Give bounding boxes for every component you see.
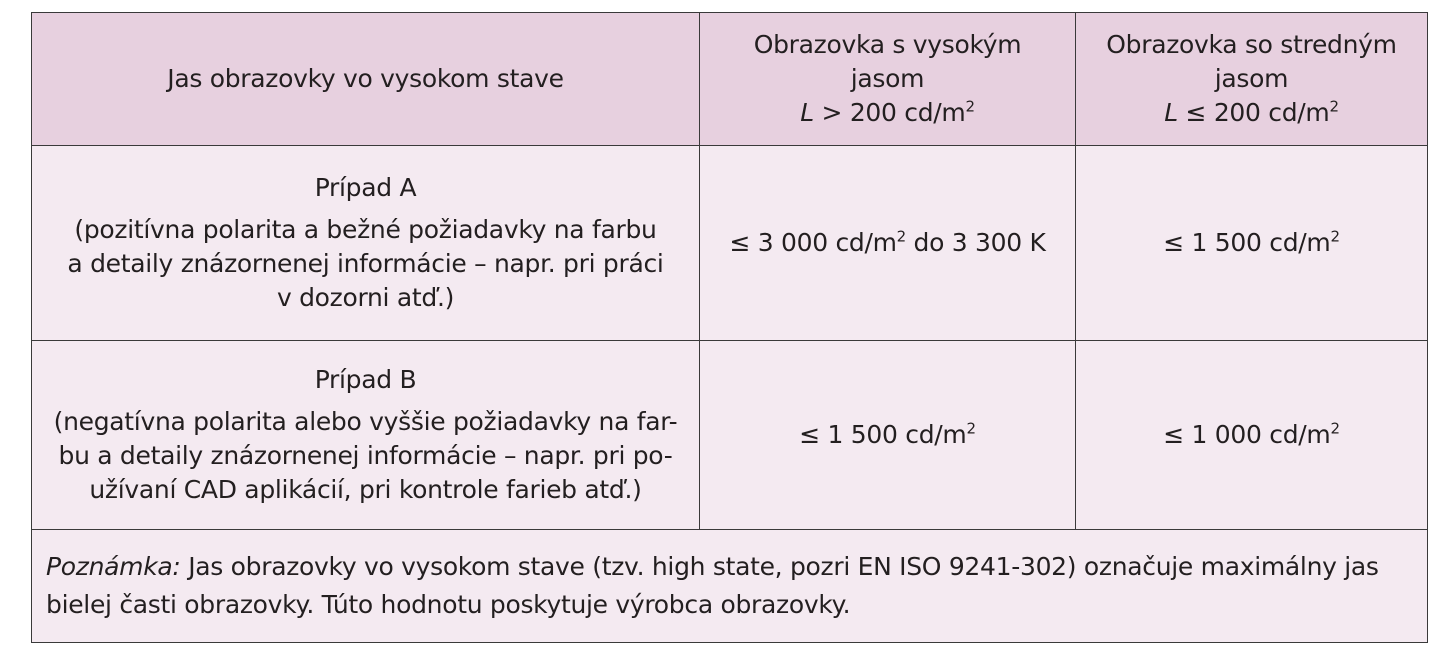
header-high-line1: Obrazovka s vysokým (753, 30, 1022, 59)
case-b-description (32, 341, 700, 530)
case-b-mid-exp: 2 (1330, 419, 1340, 438)
table-row-case-b (32, 341, 1428, 530)
header-high-luminance (700, 13, 1076, 146)
header-high-exponent: 2 (965, 97, 975, 116)
case-b-high-value (700, 341, 1076, 530)
case-a-description (32, 146, 700, 341)
header-high-condition: > 200 cd/m (813, 98, 966, 127)
case-b-mid-pre: ≤ 1 000 cd/m (1163, 420, 1331, 449)
case-a-mid-exp: 2 (1330, 227, 1340, 246)
note-cell (32, 530, 1428, 643)
case-a-desc-line3: v dozorni atď.) (276, 283, 455, 312)
header-mid-L: L (1164, 98, 1178, 127)
table-header-row (32, 13, 1428, 146)
case-a-title: Prípad A (314, 173, 417, 202)
case-b-high-pre: ≤ 1 500 cd/m (799, 420, 967, 449)
header-high-L: L (800, 98, 814, 127)
case-a-high-pre: ≤ 3 000 cd/m (729, 228, 897, 257)
case-b-desc-line1: (negatívna polarita alebo vyššie požiadavky na far- (53, 407, 678, 436)
case-b-high-exp: 2 (966, 419, 976, 438)
header-high-line2: jasom (850, 64, 925, 93)
case-b-desc-line2: bu a detaily znázornenej informácie – napr. pri po- (58, 441, 673, 470)
case-b-desc-line3: užívaní CAD aplikácií, pri kontrole farieb atď.) (89, 475, 642, 504)
header-mid-condition: ≤ 200 cd/m (1177, 98, 1330, 127)
header-mid-exponent: 2 (1329, 97, 1339, 116)
table-note-row (32, 530, 1428, 643)
case-a-high-exp: 2 (896, 227, 906, 246)
header-mid-line2: jasom (1214, 64, 1289, 93)
case-a-high-value (700, 146, 1076, 341)
note-text: Jas obrazovky vo vysokom stave (tzv. high state, pozri EN ISO 9241-302) označuje maximálny jas bielej časti obrazovky. Túto hodnotu poskytuje výrobca obrazovky. (46, 552, 1379, 619)
header-medium-luminance (1076, 13, 1428, 146)
header-screen-luminance-text: Jas obrazovky vo vysokom stave (167, 64, 564, 93)
case-a-high-post: do 3 300 K (905, 228, 1046, 257)
header-screen-luminance (32, 13, 700, 146)
luminance-table (31, 12, 1428, 643)
table-row-case-a (32, 146, 1428, 341)
case-a-desc-line1: (pozitívna polarita a bežné požiadavky na farbu (74, 215, 657, 244)
case-a-mid-value (1076, 146, 1428, 341)
note-label: Poznámka: (46, 552, 181, 581)
case-a-desc-line2: a detaily znázornenej informácie – napr. pri práci (67, 249, 664, 278)
case-b-mid-value (1076, 341, 1428, 530)
case-a-mid-pre: ≤ 1 500 cd/m (1163, 228, 1331, 257)
case-b-title: Prípad B (314, 365, 417, 394)
header-mid-line1: Obrazovka so stredným (1106, 30, 1397, 59)
